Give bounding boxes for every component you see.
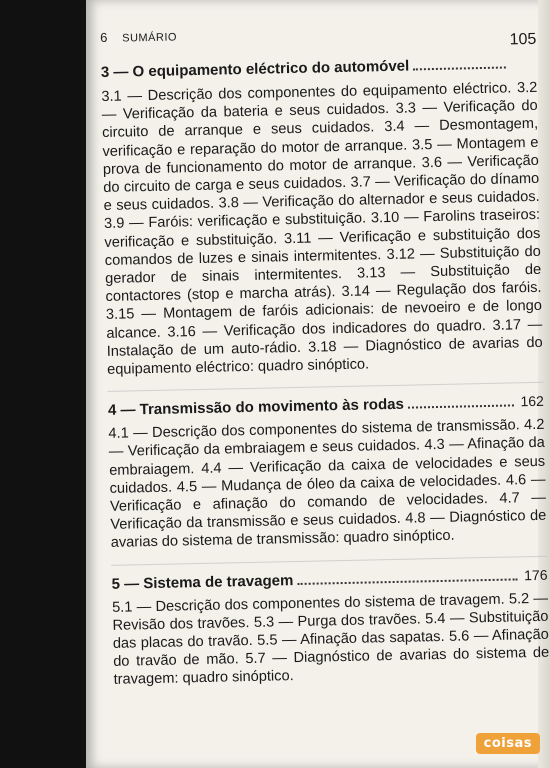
header-label: SUMÁRIO xyxy=(122,31,178,45)
divider xyxy=(111,555,547,565)
section-title: 5 — Sistema de travagem xyxy=(111,571,294,593)
section-title: 4 — Transmissão do movimento às rodas xyxy=(107,395,405,420)
toc-section-5 xyxy=(111,566,549,689)
page-number: 6 xyxy=(100,29,108,45)
section-page-ref: 105 xyxy=(509,30,537,49)
section-body: 3.1 — Descrição dos componentes do equipamento eléctrico. 3.2 — Verificação da bateria e seus cuidados. 3.3 — Verificação do circuito de arranque e seus cuidados. 3.4 — Desmontagem, verificação e reparação do motor de arranque. 3.5 — Montagem e prova de funcionamento do motor de arranque. 3.6 — Verificação do circuito de carga e seus cuidados. 3.7 — Verificação do dínamo e seus cuidados. 3.8 — Verificação do alternador e seus cuidados. 3.9 — Faróis: verificação e substituição. 3.10 — Farolins traseiros: verificação e substituição. 3.11 — Verificação e substituição dos comandos de luzes e sinais intermitentes. 3.12 — Substituição do gerador de sinais intermitentes. 3.13 — Substituição de contactores (stop e marcha atrás). 3.14 — Regulação dos faróis. 3.15 — Montagem de faróis adicionais: de nevoeiro e de longo alcance. 3.16 — Verificação dos indicadores do quadro. 3.17 — Instalação de um auto-rádio. 3.18 — Diagnóstico de avarias do equipamento eléctrico: quadro sinóptico. xyxy=(101,79,543,378)
section-title: 3 — O equipamento eléctrico do automóvel xyxy=(100,57,410,81)
section-title-row xyxy=(108,393,544,419)
section-page-ref: 162 xyxy=(520,393,545,410)
leader-dots xyxy=(297,578,517,585)
section-body: 4.1 — Descrição dos componentes do sistema de transmissão. 4.2 — Verificação da embraiagem e seus cuidados. 4.3 — Afinação da embraiagem. 4.4 — Verificação da caixa de velocidades e seus cuidados. 4.5 — Mudança de óleo da caixa de velocidades. 4.6 — Verificação e afinação do comando de velocidades. 4.7 — Verificação da transmissão e seus cuidados. 4.8 — Diagnóstico de avarias do sistema de transmissão: quadro sinóptico. xyxy=(108,417,547,552)
toc-content xyxy=(100,21,550,690)
section-body: 5.1 — Descrição dos componentes do sistema de travagem. 5.2 — Revisão dos travões. 5.3 — Purga dos travões. 5.4 — Substituição das placas do travão. 5.5 — Afinação das sapatas. 5.6 — Afinação do travão de mão. 5.7 — Diagnóstico de avarias do sistema de travagem: quadro sinóptico. xyxy=(111,590,550,689)
divider xyxy=(108,382,544,392)
leader-dots xyxy=(408,405,514,409)
toc-section-4 xyxy=(108,393,547,553)
book-page xyxy=(86,0,550,768)
section-title-row xyxy=(111,566,547,592)
section-page-ref: 176 xyxy=(523,566,548,583)
leader-dots xyxy=(413,67,506,71)
running-header xyxy=(100,21,536,54)
watermark-logo: coisas xyxy=(476,733,540,754)
